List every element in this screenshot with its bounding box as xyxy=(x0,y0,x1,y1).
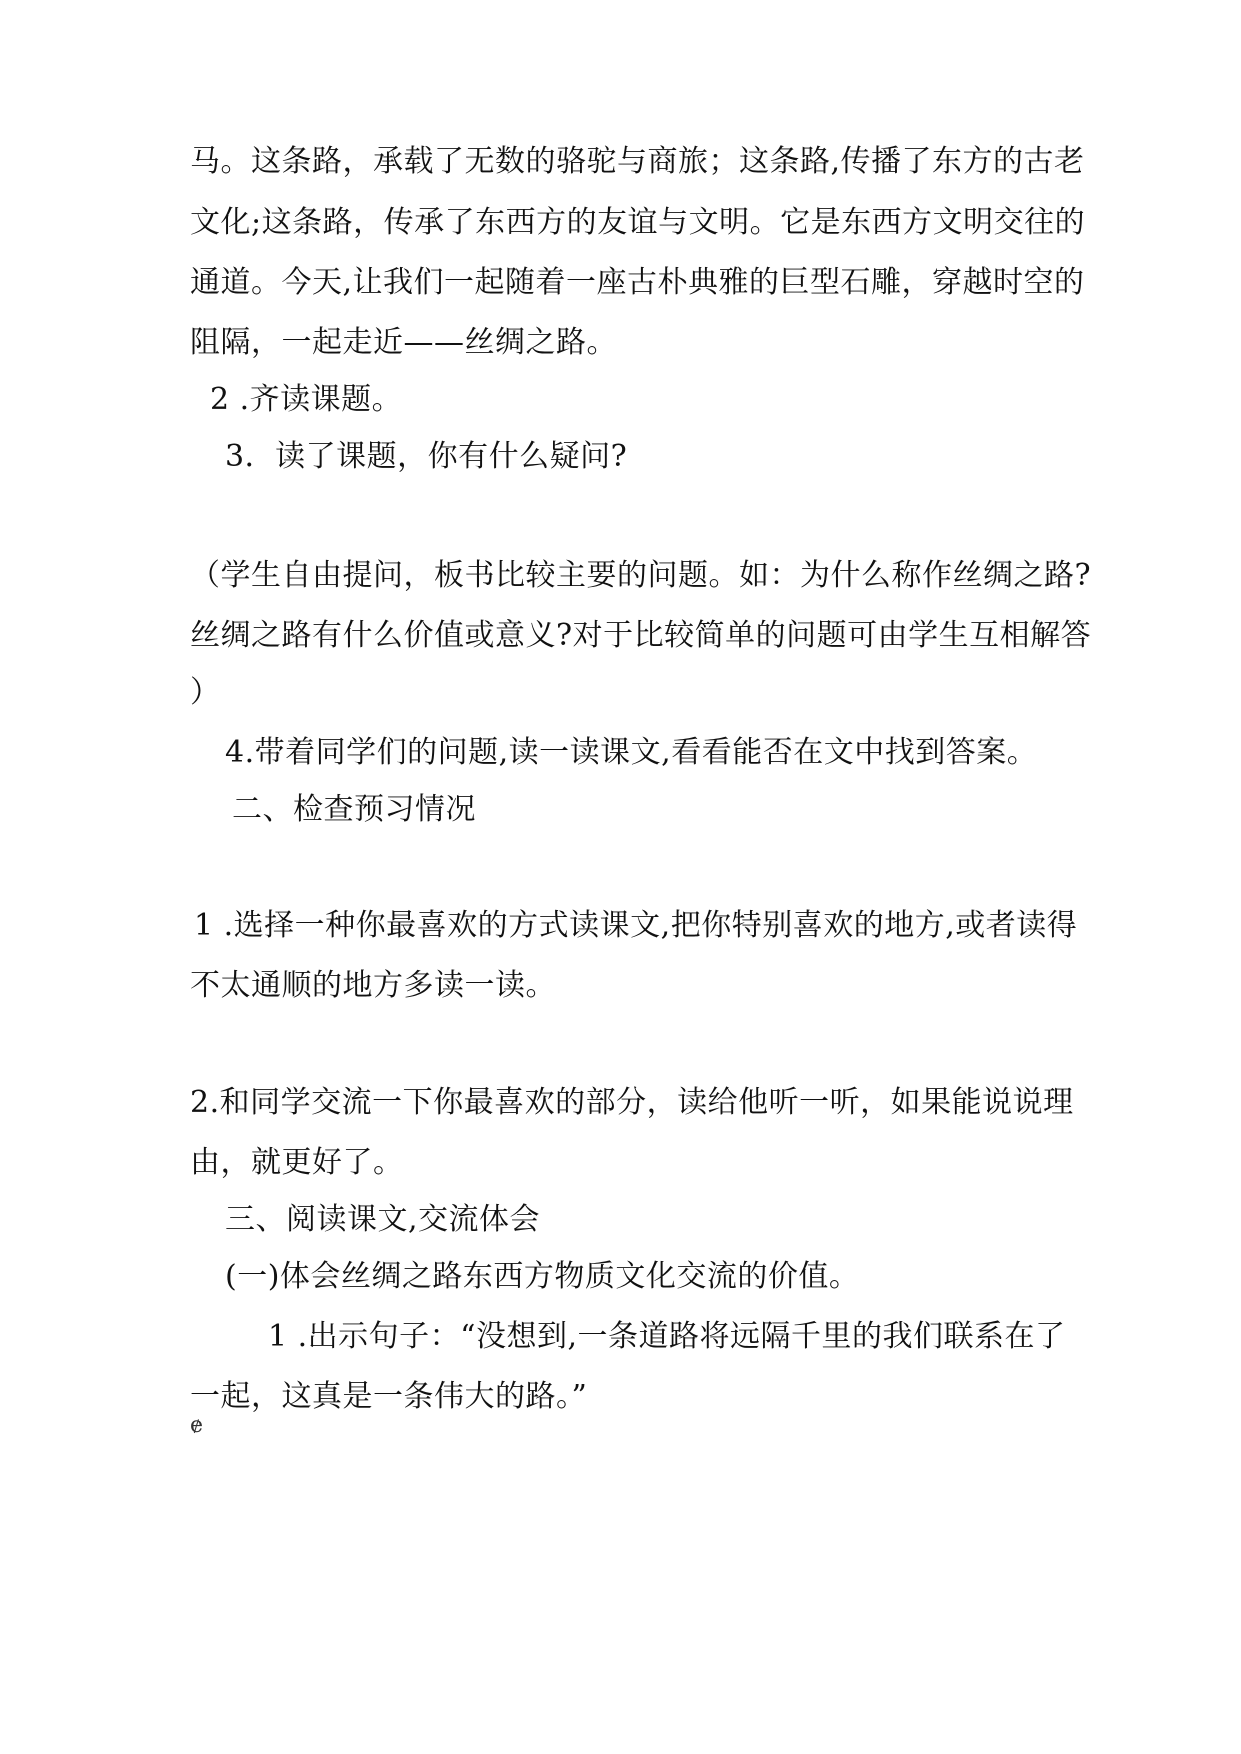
section-3-heading: 三、阅读课文,交流体会 xyxy=(225,1202,541,1237)
step-3: 3．读了课题，你有什么疑问? xyxy=(225,439,628,474)
note-line-1: （学生自由提问，板书比较主要的问题。如：为什么称作丝绸之路? xyxy=(190,558,1092,593)
step-2: 2 .齐读课题。 xyxy=(210,382,403,417)
section-2-item-1-line-2: 不太通顺的地方多读一读。 xyxy=(190,968,556,1003)
section-3-sub-1: (一)体会丝绸之路东西方物质文化交流的价值。 xyxy=(225,1259,860,1294)
intro-line-3: 通道。今天,让我们一起随着一座古朴典雅的巨型石雕，穿越时空的 xyxy=(190,265,1085,300)
section-2-item-2-line-2: 由，就更好了。 xyxy=(190,1145,404,1180)
section-3-item-1-line-2: 一起，这真是一条伟大的路。” xyxy=(190,1379,588,1414)
section-3-item-1-line-1: 1 .出示句子：“没想到,一条道路将远隔千里的我们联系在了 xyxy=(268,1319,1066,1354)
note-line-3: ） xyxy=(190,675,221,710)
bullet-mark: ɇ xyxy=(190,1413,204,1438)
intro-line-2: 文化;这条路，传承了东西方的友谊与文明。它是东西方文明交往的 xyxy=(190,205,1086,240)
step-4: 4.带着同学们的问题,读一读课文,看看能否在文中找到答案。 xyxy=(225,735,1038,770)
section-2-item-1-line-1: 1 .选择一种你最喜欢的方式读课文,把你特别喜欢的地方,或者读得 xyxy=(194,908,1078,943)
intro-line-4: 阻隔，一起走近——丝绸之路。 xyxy=(190,325,617,360)
intro-line-1: 马。这条路，承载了无数的骆驼与商旅；这条路,传播了东方的古老 xyxy=(190,144,1085,179)
section-2-heading: 二、检查预习情况 xyxy=(232,792,476,827)
section-2-item-2-line-1: 2.和同学交流一下你最喜欢的部分，读给他听一听，如果能说说理 xyxy=(190,1085,1074,1120)
note-line-2: 丝绸之路有什么价值或意义?对于比较简单的问题可由学生互相解答 xyxy=(190,618,1092,653)
